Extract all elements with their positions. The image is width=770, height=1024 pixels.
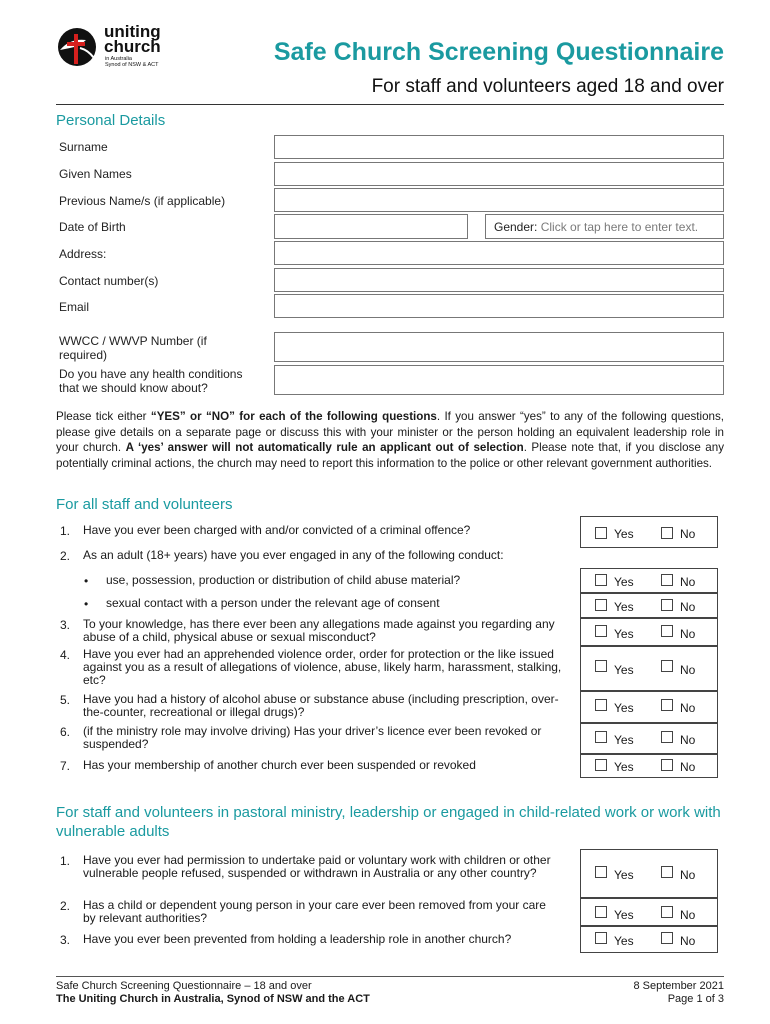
s1-q2-number: 2. (60, 549, 71, 563)
page-subtitle: For staff and volunteers aged 18 and over (371, 76, 724, 97)
dob-label: Date of Birth (59, 220, 126, 234)
s1-q1-text: Have you ever been charged with and/or convicted of a criminal offence? (83, 523, 471, 537)
s2-q3-no-checkbox[interactable] (661, 932, 673, 944)
surname-field[interactable] (274, 135, 724, 159)
health-label: Do you have any health conditions that we should know about? (59, 367, 243, 395)
yes-label: Yes (614, 663, 634, 677)
no-label: No (680, 868, 696, 882)
instr-part-3: . If you answer “yes” to any of the following questions, please give details on a separate page or discuss this with your minister or the person holding an equivalent leadership role in your church. (56, 410, 724, 454)
dob-field[interactable] (274, 214, 468, 239)
s1-q7-yes-checkbox[interactable] (595, 759, 607, 771)
s1-q3-answer (580, 618, 718, 646)
s2-q3-answer (580, 926, 718, 953)
s1-q2-text: As an adult (18+ years) have you ever engaged in any of the following conduct: (83, 548, 504, 562)
s1-q2a-text: use, possession, production or distribution of child abuse material? (106, 573, 461, 587)
bullet-icon: • (84, 574, 89, 588)
s1-q4-no-checkbox[interactable] (661, 660, 673, 672)
s2-q2-text: Has a child or dependent young person in your care ever been removed from your care by relevant authorities? (83, 898, 546, 925)
s1-q7-no-checkbox[interactable] (661, 759, 673, 771)
footer-doc-title: Safe Church Screening Questionnaire – 18 and over (56, 980, 312, 992)
email-label: Email (59, 300, 90, 314)
logo-subtext-synod: Synod of NSW & ACT (105, 62, 159, 68)
instr-part-1: Please tick either (56, 410, 151, 423)
section2-heading: For staff and volunteers in pastoral ministry, leadership or engaged in child-related work or work with vulnerable adults (56, 804, 721, 840)
given-names-label: Given Names (59, 167, 132, 181)
s2-q1-no-checkbox[interactable] (661, 866, 673, 878)
s1-q2b-yes-checkbox[interactable] (595, 599, 607, 611)
s1-q7-number: 7. (60, 759, 71, 773)
wwcc-field[interactable] (274, 332, 724, 362)
s1-q5-no-checkbox[interactable] (661, 699, 673, 711)
s1-q2b-answer (580, 593, 718, 618)
logo-wordmark-uniting: uniting (104, 22, 161, 41)
contact-label: Contact number(s) (59, 274, 159, 288)
s2-q2-answer (580, 898, 718, 926)
s1-q5-yes-checkbox[interactable] (595, 699, 607, 711)
s1-q4-answer (580, 646, 718, 691)
wwcc-label: WWCC / WWVP Number (if required) (59, 334, 207, 362)
gender-label: Gender: (494, 220, 538, 234)
s1-q6-no-checkbox[interactable] (661, 731, 673, 743)
s2-q1-number: 1. (60, 854, 71, 868)
health-field[interactable] (274, 365, 724, 395)
s1-q1-yes-checkbox[interactable] (595, 527, 607, 539)
no-label: No (680, 663, 696, 677)
instr-part-2: “YES” or “NO” for each of the following questions (150, 410, 437, 423)
logo-subtext-country: in Australia (105, 56, 132, 62)
yes-label: Yes (614, 627, 634, 641)
s1-q3-text: To your knowledge, has there ever been any allegations made against you regarding any abuse of a child, physical abuse or sexual misconduct? (83, 617, 555, 644)
section1-heading: For all staff and volunteers (56, 496, 233, 513)
s2-q3-yes-checkbox[interactable] (595, 932, 607, 944)
s1-q5-answer (580, 691, 718, 723)
yes-label: Yes (614, 934, 634, 948)
s1-q4-text: Have you ever had an apprehended violence order, order for protection or the like issued against you as a result of allegations of violence, abuse, likely harm, harassment, stalking, etc? (83, 647, 562, 687)
page-title: Safe Church Screening Questionnaire (273, 38, 724, 66)
given-names-field[interactable] (274, 162, 724, 186)
instr-part-4: A ‘yes’ answer will not automatically rule an applicant out of selection (125, 441, 524, 454)
footer-organisation: The Uniting Church in Australia, Synod of NSW and the ACT (56, 993, 370, 1005)
no-label: No (680, 701, 696, 715)
no-label: No (680, 908, 696, 922)
yes-label: Yes (614, 868, 634, 882)
s2-q3-text: Have you ever been prevented from holding a leadership role in another church? (83, 932, 512, 946)
s1-q6-text: (if the ministry role may involve driving) Has your driver’s licence ever been revoked or suspended? (83, 724, 542, 751)
uniting-church-logo (56, 24, 171, 72)
footer-date: 8 September 2021 (633, 980, 724, 992)
s2-q2-no-checkbox[interactable] (661, 906, 673, 918)
s1-q1-answer (580, 516, 718, 548)
s1-q2a-yes-checkbox[interactable] (595, 574, 607, 586)
no-label: No (680, 934, 696, 948)
previous-names-label: Previous Name/s (if applicable) (59, 194, 226, 208)
email-field[interactable] (274, 294, 724, 318)
s2-q1-yes-checkbox[interactable] (595, 866, 607, 878)
s1-q7-answer (580, 754, 718, 778)
header-divider (56, 104, 724, 105)
s1-q1-no-checkbox[interactable] (661, 527, 673, 539)
s2-q1-text: Have you ever had permission to undertake paid or voluntary work with children or other vulnerable people refused, suspended or withdrawn in Australia or any other country? (83, 853, 551, 880)
yes-label: Yes (614, 733, 634, 747)
s1-q2a-no-checkbox[interactable] (661, 574, 673, 586)
s1-q6-answer (580, 723, 718, 754)
s1-q3-no-checkbox[interactable] (661, 625, 673, 637)
s2-q1-answer (580, 849, 718, 898)
yes-label: Yes (614, 760, 634, 774)
no-label: No (680, 527, 696, 541)
address-label: Address: (59, 247, 107, 261)
s1-q7-text: Has your membership of another church ever been suspended or revoked (83, 758, 476, 772)
footer-page-number: Page 1 of 3 (667, 993, 724, 1005)
s1-q3-yes-checkbox[interactable] (595, 625, 607, 637)
logo-wordmark-church: church (104, 37, 161, 56)
gender-field[interactable] (485, 214, 724, 239)
no-label: No (680, 575, 696, 589)
no-label: No (680, 760, 696, 774)
s1-q5-number: 5. (60, 693, 71, 707)
s2-q2-yes-checkbox[interactable] (595, 906, 607, 918)
s1-q5-text: Have you had a history of alcohol abuse or substance abuse (including prescription, over-the-counter, recreational or illegal drugs)? (83, 692, 559, 719)
s2-q3-number: 3. (60, 933, 71, 947)
s1-q2b-text: sexual contact with a person under the relevant age of consent (106, 596, 440, 610)
personal-details-heading: Personal Details (56, 112, 166, 129)
footer-divider (56, 976, 724, 977)
s1-q2a-answer (580, 568, 718, 593)
s1-q6-number: 6. (60, 725, 71, 739)
s1-q4-number: 4. (60, 648, 71, 662)
s1-q2b-no-checkbox[interactable] (661, 599, 673, 611)
yes-label: Yes (614, 527, 634, 541)
yes-label: Yes (614, 575, 634, 589)
no-label: No (680, 627, 696, 641)
no-label: No (680, 600, 696, 614)
s1-q1-number: 1. (60, 524, 71, 538)
bullet-icon: • (84, 597, 89, 611)
contact-field[interactable] (274, 268, 724, 292)
yes-label: Yes (614, 701, 634, 715)
yes-label: Yes (614, 908, 634, 922)
address-field[interactable] (274, 241, 724, 265)
s2-q2-number: 2. (60, 899, 71, 913)
s1-q6-yes-checkbox[interactable] (595, 731, 607, 743)
no-label: No (680, 733, 696, 747)
s1-q3-number: 3. (60, 618, 71, 632)
gender-placeholder: Click or tap here to enter text. (540, 220, 699, 234)
yes-label: Yes (614, 600, 634, 614)
surname-label: Surname (59, 140, 108, 154)
instructions-paragraph (56, 409, 724, 471)
s1-q4-yes-checkbox[interactable] (595, 660, 607, 672)
instr-part-5: . Please note that, if you disclose any potentially criminal actions, the church may need to report this information to the police or other relevant government authorities. (56, 441, 724, 470)
previous-names-field[interactable] (274, 188, 724, 212)
